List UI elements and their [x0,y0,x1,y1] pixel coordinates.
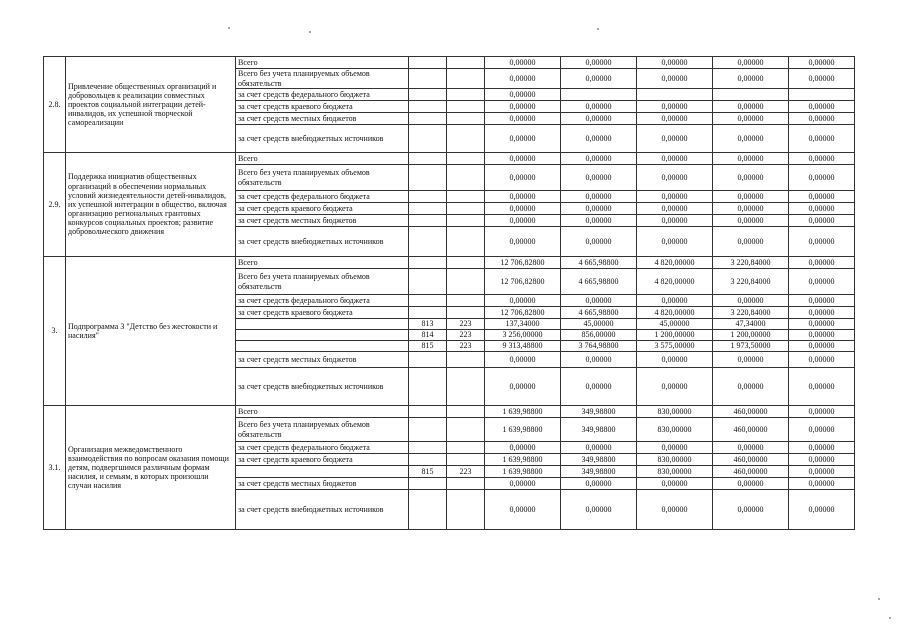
scan-speck [309,31,311,33]
grbs-code [409,101,447,113]
amount-cell: 0,00000 [485,352,561,368]
amount-cell: 3 220,84000 [713,269,789,295]
amount-cell: 0,00000 [485,203,561,215]
funding-source: за счет средств местных бюджетов [236,478,409,490]
amount-cell: 0,00000 [713,215,789,227]
grbs-code [409,478,447,490]
grbs-code: 814 [409,330,447,341]
amount-cell: 4 820,00000 [637,269,713,295]
amount-cell: 0,00000 [561,368,637,406]
scan-speck [228,27,230,29]
kbk-code [447,257,485,269]
amount-cell: 0,00000 [789,203,855,215]
grbs-code [409,191,447,203]
amount-cell: 4 665,98800 [561,257,637,269]
table-row [44,406,855,418]
amount-cell: 0,00000 [789,69,855,89]
amount-cell: 12 706,82800 [485,257,561,269]
amount-cell: 0,00000 [485,69,561,89]
amount-cell: 0,00000 [561,203,637,215]
kbk-code [447,153,485,165]
funding-source: за счет средств федерального бюджета [236,442,409,454]
amount-cell: 4 820,00000 [637,307,713,319]
funding-source [236,466,409,478]
amount-cell: 0,00000 [485,227,561,257]
amount-cell: 0,00000 [713,203,789,215]
funding-source: за счет средств краевого бюджета [236,101,409,113]
amount-cell: 0,00000 [713,478,789,490]
amount-cell: 0,00000 [561,478,637,490]
amount-cell: 0,00000 [713,113,789,125]
amount-cell: 0,00000 [485,191,561,203]
amount-cell: 0,00000 [713,352,789,368]
grbs-code [409,368,447,406]
grbs-code: 813 [409,319,447,330]
amount-cell: 0,00000 [637,101,713,113]
table-row [44,257,855,269]
funding-source: за счет средств краевого бюджета [236,307,409,319]
amount-cell: 0,00000 [713,153,789,165]
amount-cell: 0,00000 [637,215,713,227]
amount-cell: 0,00000 [637,478,713,490]
amount-cell: 1 639,98800 [485,418,561,442]
amount-cell: 0,00000 [789,307,855,319]
amount-cell: 0,00000 [485,165,561,191]
amount-cell: 12 706,82800 [485,307,561,319]
amount-cell: 0,00000 [789,113,855,125]
kbk-code: 223 [447,319,485,330]
amount-cell: 0,00000 [561,153,637,165]
kbk-code: 223 [447,341,485,352]
amount-cell: 1 200,00000 [713,330,789,341]
grbs-code [409,406,447,418]
amount-cell: 0,00000 [789,269,855,295]
table-row [44,153,855,165]
amount-cell: 1 639,98800 [485,454,561,466]
grbs-code [409,69,447,89]
kbk-code [447,57,485,69]
section-description: Привлечение общественных организаций и добровольцев к реализации совместных проектов социальной интеграции детей-инвалидов, их успешной творческой самореализации [66,57,236,153]
funding-source: за счет средств внебюджетных источников [236,368,409,406]
section-number: 2.9. [44,153,66,257]
amount-cell: 0,00000 [637,153,713,165]
funding-source: за счет средств местных бюджетов [236,215,409,227]
funding-source [236,341,409,352]
amount-cell: 45,00000 [637,319,713,330]
amount-cell: 3 220,84000 [713,307,789,319]
funding-source: за счет средств внебюджетных источников [236,227,409,257]
amount-cell: 349,98800 [561,466,637,478]
amount-cell: 0,00000 [637,125,713,153]
funding-source: Всего без учета планируемых объемов обязательств [236,269,409,295]
amount-cell: 0,00000 [789,257,855,269]
amount-cell: 0,00000 [789,227,855,257]
amount-cell: 1 639,98800 [485,406,561,418]
amount-cell: 0,00000 [561,352,637,368]
amount-cell: 349,98800 [561,406,637,418]
amount-cell: 349,98800 [561,454,637,466]
amount-cell: 0,00000 [789,215,855,227]
grbs-code [409,165,447,191]
amount-cell: 1 973,50000 [713,341,789,352]
amount-cell: 47,34000 [713,319,789,330]
amount-cell: 0,00000 [789,442,855,454]
kbk-code [447,165,485,191]
amount-cell [561,89,637,101]
amount-cell: 0,00000 [561,295,637,307]
amount-cell: 0,00000 [637,295,713,307]
amount-cell: 0,00000 [789,478,855,490]
amount-cell: 830,00000 [637,406,713,418]
scan-speck [878,598,880,600]
grbs-code [409,89,447,101]
section-description: Поддержка инициатив общественных организаций в обеспечении нормальных условий жизнедеятельности детей-инвалидов, их успешной интеграции в общество, включая организацию региональных грантовых конкурсов социальных проектов; развитие добровольческого движения [66,153,236,257]
amount-cell: 0,00000 [789,418,855,442]
amount-cell: 4 665,98800 [561,269,637,295]
amount-cell: 0,00000 [713,295,789,307]
kbk-code: 223 [447,466,485,478]
amount-cell: 0,00000 [789,406,855,418]
amount-cell: 1 200,00000 [637,330,713,341]
amount-cell: 0,00000 [485,89,561,101]
funding-source: Всего [236,406,409,418]
amount-cell: 0,00000 [485,113,561,125]
funding-source: за счет средств местных бюджетов [236,113,409,125]
section-number: 3. [44,257,66,406]
amount-cell: 1 639,98800 [485,466,561,478]
grbs-code [409,153,447,165]
grbs-code: 815 [409,341,447,352]
amount-cell: 830,00000 [637,466,713,478]
amount-cell: 0,00000 [485,57,561,69]
kbk-code [447,215,485,227]
amount-cell: 137,34000 [485,319,561,330]
amount-cell: 0,00000 [485,295,561,307]
funding-source: за счет средств федерального бюджета [236,89,409,101]
amount-cell: 0,00000 [789,341,855,352]
grbs-code [409,227,447,257]
amount-cell: 460,00000 [713,406,789,418]
amount-cell: 0,00000 [713,125,789,153]
amount-cell: 0,00000 [485,368,561,406]
kbk-code [447,227,485,257]
amount-cell: 0,00000 [713,165,789,191]
amount-cell: 4 820,00000 [637,257,713,269]
amount-cell: 0,00000 [637,165,713,191]
funding-source: за счет средств краевого бюджета [236,203,409,215]
amount-cell: 0,00000 [713,490,789,530]
amount-cell: 0,00000 [637,57,713,69]
amount-cell: 3 764,98800 [561,341,637,352]
funding-source: Всего без учета планируемых объемов обязательств [236,165,409,191]
section-description: Организация межведомственного взаимодействия по вопросам оказания помощи детям, подвергшимся различным формам насилия, и семьям, в которых произошли случаи насилия [66,406,236,530]
funding-source: за счет средств федерального бюджета [236,295,409,307]
kbk-code [447,191,485,203]
section-number: 3.1. [44,406,66,530]
amount-cell: 0,00000 [637,368,713,406]
funding-source: Всего без учета планируемых объемов обязательств [236,69,409,89]
amount-cell: 0,00000 [485,125,561,153]
amount-cell: 12 706,82800 [485,269,561,295]
funding-source: Всего [236,153,409,165]
amount-cell: 0,00000 [789,295,855,307]
kbk-code [447,490,485,530]
amount-cell: 0,00000 [637,203,713,215]
amount-cell: 0,00000 [485,101,561,113]
grbs-code [409,442,447,454]
grbs-code [409,125,447,153]
kbk-code [447,113,485,125]
amount-cell: 0,00000 [789,165,855,191]
kbk-code [447,454,485,466]
grbs-code [409,215,447,227]
amount-cell: 0,00000 [789,125,855,153]
amount-cell: 0,00000 [789,352,855,368]
amount-cell [637,89,713,101]
amount-cell: 0,00000 [713,368,789,406]
amount-cell: 0,00000 [713,69,789,89]
amount-cell: 460,00000 [713,454,789,466]
funding-source: за счет средств местных бюджетов [236,352,409,368]
amount-cell: 0,00000 [637,69,713,89]
table-row [44,57,855,69]
amount-cell: 0,00000 [637,352,713,368]
grbs-code [409,418,447,442]
kbk-code [447,368,485,406]
amount-cell [789,89,855,101]
kbk-code [447,89,485,101]
kbk-code [447,125,485,153]
budget-table [43,56,855,530]
amount-cell: 0,00000 [789,101,855,113]
section-description: Подпрограмма 3 "Детство без жестокости и насилия" [66,257,236,406]
funding-source [236,319,409,330]
funding-source: за счет средств внебюджетных источников [236,490,409,530]
grbs-code [409,269,447,295]
amount-cell: 0,00000 [561,113,637,125]
amount-cell: 0,00000 [713,227,789,257]
kbk-code [447,418,485,442]
funding-source: за счет средств краевого бюджета [236,454,409,466]
grbs-code: 815 [409,466,447,478]
amount-cell: 349,98800 [561,418,637,442]
funding-source: за счет средств внебюджетных источников [236,125,409,153]
amount-cell: 0,00000 [485,215,561,227]
amount-cell: 0,00000 [789,191,855,203]
amount-cell: 0,00000 [789,330,855,341]
amount-cell: 45,00000 [561,319,637,330]
amount-cell: 0,00000 [561,125,637,153]
kbk-code [447,101,485,113]
amount-cell: 9 313,48800 [485,341,561,352]
amount-cell: 0,00000 [561,442,637,454]
grbs-code [409,352,447,368]
kbk-code [447,307,485,319]
scan-speck [889,617,891,619]
amount-cell: 0,00000 [713,191,789,203]
amount-cell: 0,00000 [561,215,637,227]
funding-source: Всего без учета планируемых объемов обязательств [236,418,409,442]
amount-cell: 0,00000 [637,113,713,125]
amount-cell: 0,00000 [713,101,789,113]
amount-cell: 830,00000 [637,454,713,466]
funding-source: Всего [236,257,409,269]
amount-cell: 0,00000 [789,57,855,69]
section-number: 2.8. [44,57,66,153]
kbk-code [447,269,485,295]
amount-cell: 0,00000 [485,490,561,530]
kbk-code [447,295,485,307]
amount-cell: 0,00000 [561,191,637,203]
amount-cell: 0,00000 [713,57,789,69]
amount-cell: 0,00000 [561,69,637,89]
grbs-code [409,307,447,319]
amount-cell: 3 575,00000 [637,341,713,352]
amount-cell: 0,00000 [561,227,637,257]
amount-cell: 460,00000 [713,418,789,442]
kbk-code [447,352,485,368]
grbs-code [409,295,447,307]
amount-cell: 0,00000 [485,478,561,490]
kbk-code: 223 [447,330,485,341]
kbk-code [447,69,485,89]
amount-cell: 856,00000 [561,330,637,341]
grbs-code [409,257,447,269]
kbk-code [447,203,485,215]
amount-cell: 460,00000 [713,466,789,478]
amount-cell: 0,00000 [789,490,855,530]
amount-cell: 3 220,84000 [713,257,789,269]
amount-cell: 0,00000 [561,165,637,191]
amount-cell: 0,00000 [637,191,713,203]
amount-cell: 0,00000 [485,153,561,165]
amount-cell: 0,00000 [789,319,855,330]
amount-cell: 0,00000 [789,454,855,466]
amount-cell: 0,00000 [561,101,637,113]
amount-cell: 3 256,00000 [485,330,561,341]
amount-cell [713,89,789,101]
kbk-code [447,442,485,454]
amount-cell: 4 665,98800 [561,307,637,319]
kbk-code [447,478,485,490]
amount-cell: 0,00000 [561,57,637,69]
amount-cell: 0,00000 [485,442,561,454]
grbs-code [409,490,447,530]
funding-source [236,330,409,341]
grbs-code [409,57,447,69]
amount-cell: 0,00000 [789,466,855,478]
amount-cell: 0,00000 [637,227,713,257]
grbs-code [409,113,447,125]
amount-cell: 830,00000 [637,418,713,442]
grbs-code [409,203,447,215]
amount-cell: 0,00000 [637,442,713,454]
amount-cell: 0,00000 [561,490,637,530]
amount-cell: 0,00000 [637,490,713,530]
amount-cell: 0,00000 [789,153,855,165]
grbs-code [409,454,447,466]
funding-source: Всего [236,57,409,69]
scan-speck [597,28,599,30]
amount-cell: 0,00000 [789,368,855,406]
amount-cell: 0,00000 [713,442,789,454]
kbk-code [447,406,485,418]
funding-source: за счет средств федерального бюджета [236,191,409,203]
